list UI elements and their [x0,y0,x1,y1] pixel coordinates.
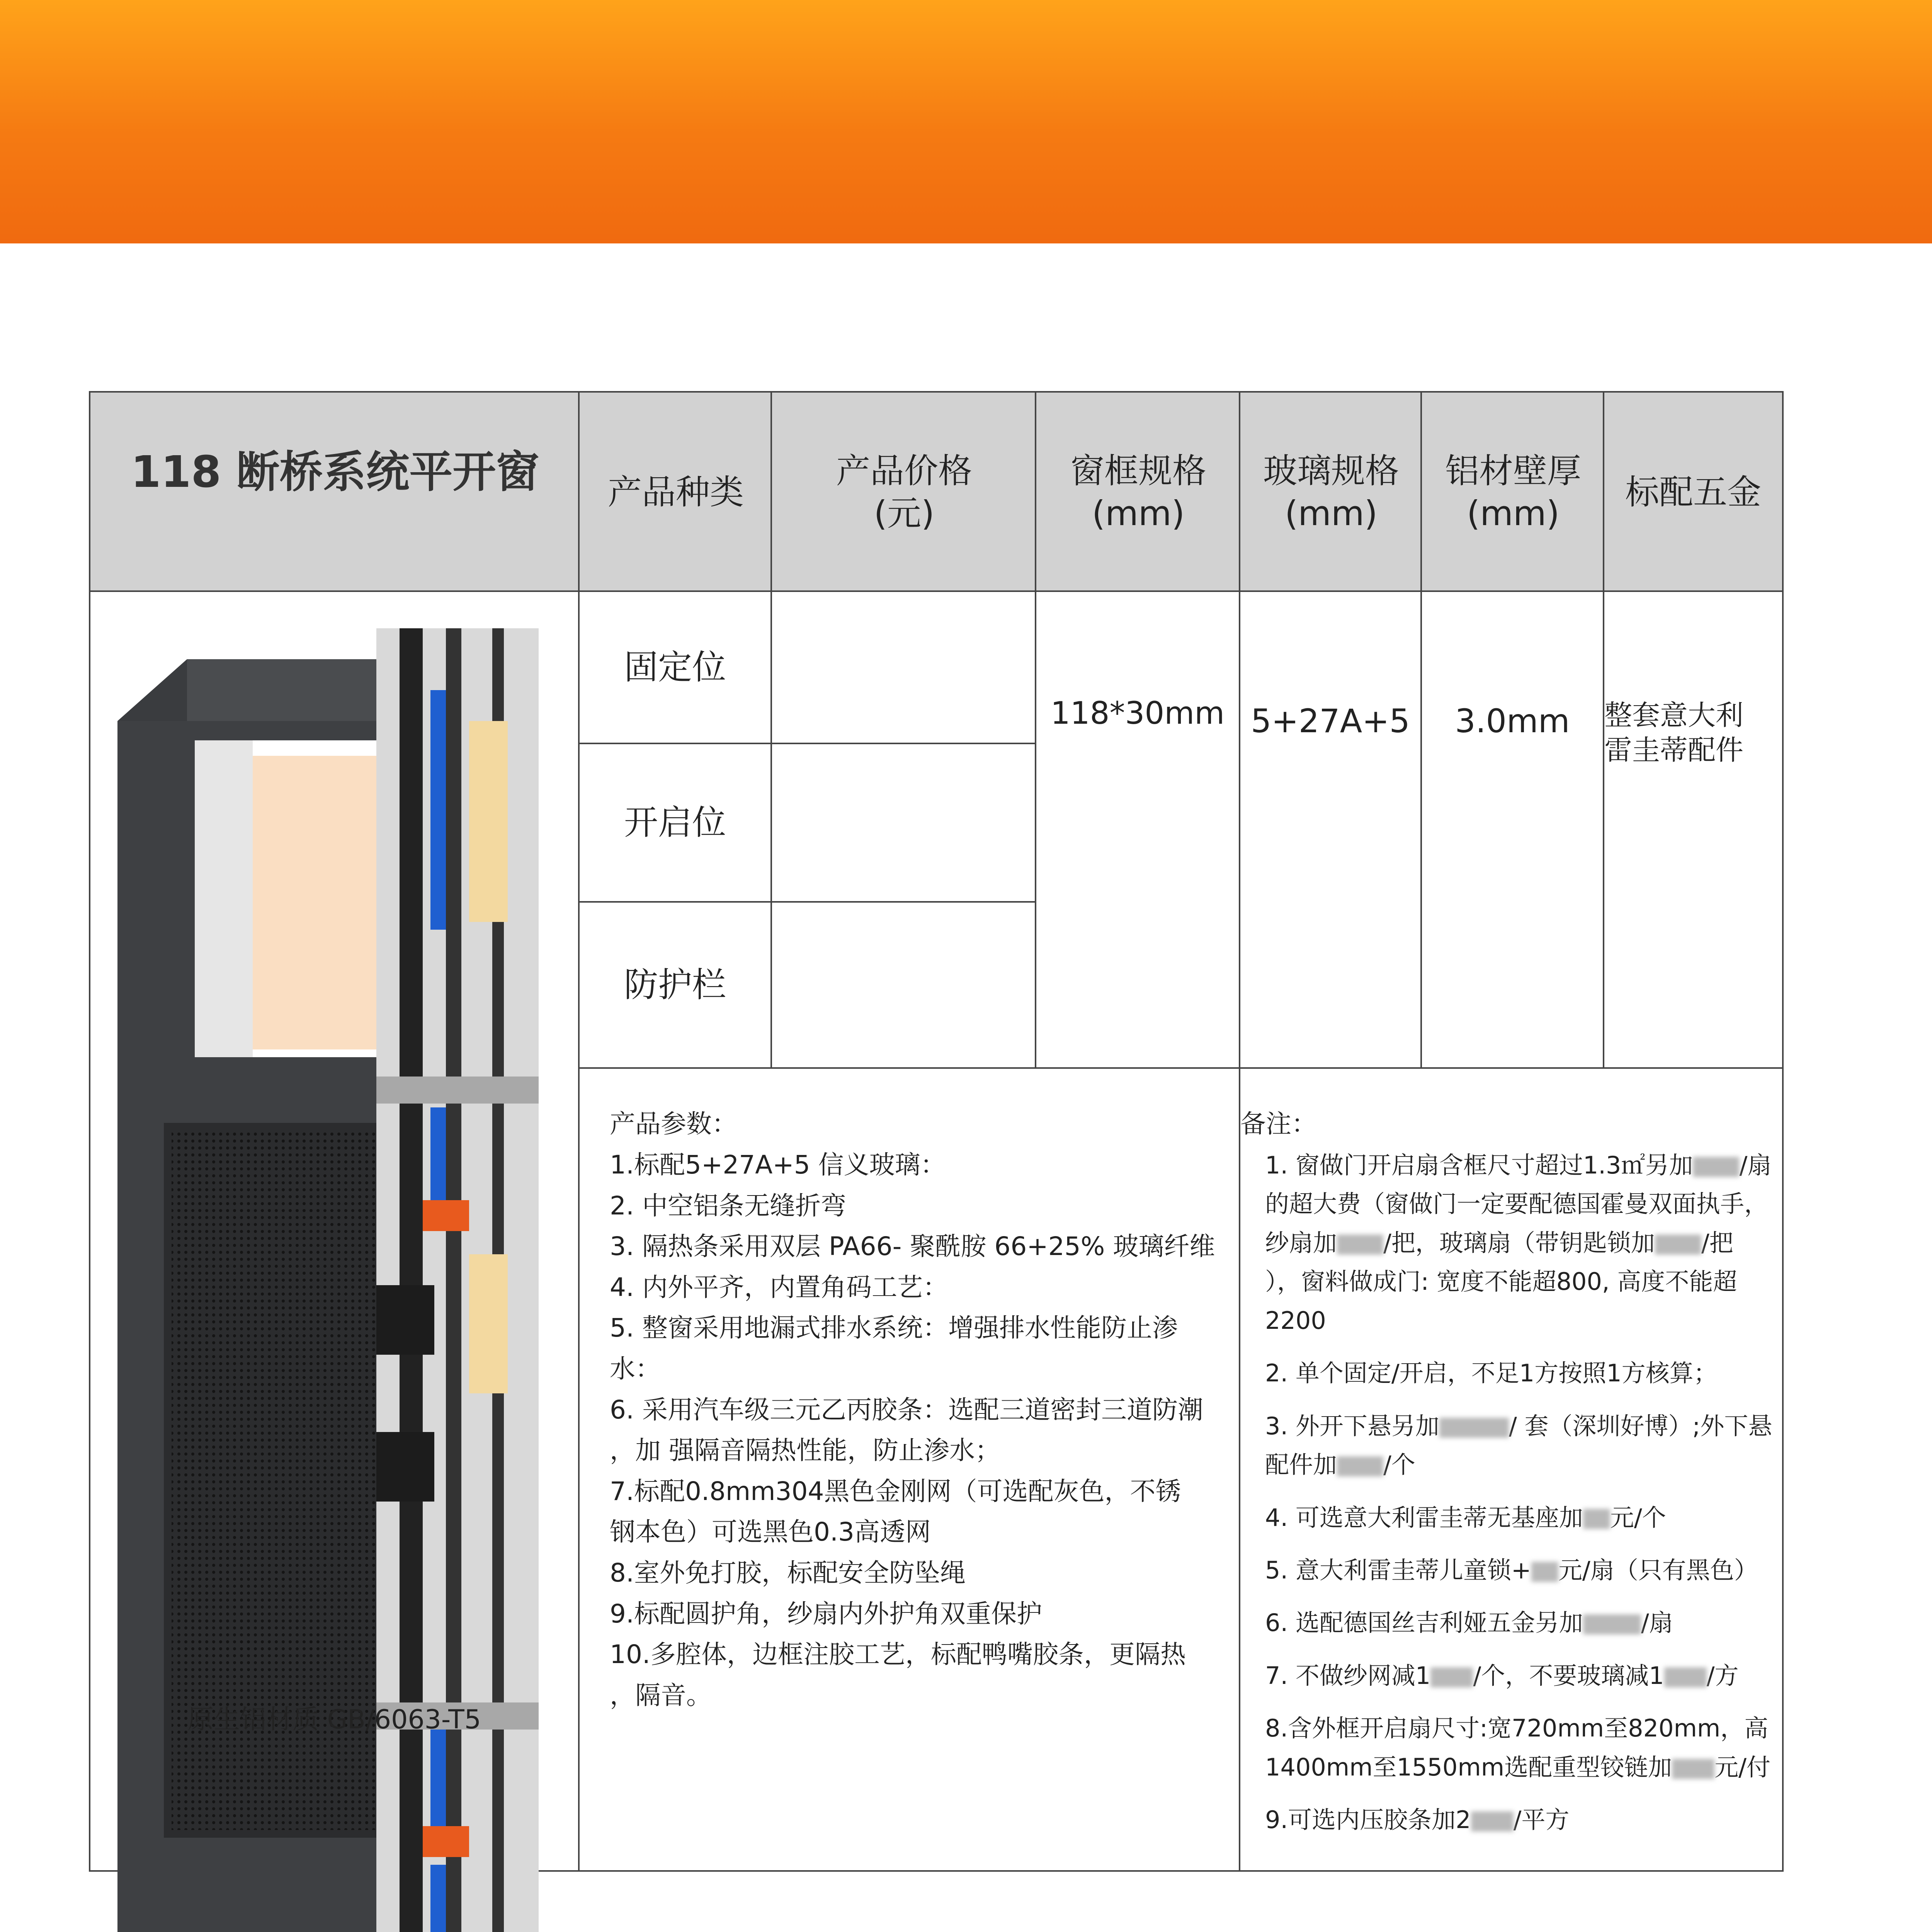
params-title: 产品参数： [610,1109,737,1139]
redacted-price [1672,1759,1714,1779]
hardware-value: 整套意大利 雷圭蒂配件 [1604,699,1744,766]
row-fixed: 固定位 [624,647,726,687]
header-product-price: 产品价格 (元) [836,451,972,533]
note-item: 8.含外框开启扇尺寸:宽720mm至820mm，高 [1265,1714,1769,1743]
header-hardware: 标配五金 [1625,472,1761,512]
note-item: 9.可选内压胶条加2 /平方 [1265,1806,1570,1834]
redacted-price [1471,1811,1514,1832]
redacted-price [1337,1235,1383,1255]
param-item: ，加 强隔音隔热性能，防止渗水； [610,1435,1000,1466]
redacted-price [1664,1667,1707,1687]
product-spec-table [89,391,1784,1872]
redacted-price [1583,1509,1610,1529]
param-item: 7.标配0.8mm304黑色金刚网（可选配灰色，不锈 [610,1476,1181,1506]
note-item: 6. 选配德国丝吉利娅五金另加 /扇 [1265,1609,1673,1637]
redacted-price [1655,1235,1701,1255]
param-item: 1.标配5+27A+5 信义玻璃： [610,1150,946,1180]
header-wall-thickness: 铝材壁厚 (mm) [1445,451,1581,533]
param-item: ，隔音。 [610,1680,712,1710]
note-item: 4. 可选意大利雷圭蒂无基座加 元/个 [1265,1503,1666,1532]
param-item: 10.多腔体，边框注胶工艺，标配鸭嘴胶条，更隔热 [610,1639,1186,1670]
redacted-price [1430,1667,1473,1687]
glass-spec-value: 5+27A+5 [1250,702,1410,740]
header-glass-spec: 玻璃规格 (mm) [1263,451,1399,533]
redacted-price [1337,1456,1383,1476]
param-item: 钢本色）可选黑色0.3高透网 [610,1517,931,1547]
param-item: 5. 整窗采用地漏式排水系统：增强排水性能防止渗水： [610,1313,1178,1384]
note-item: 7. 不做纱网减1 /个，不要玻璃减1 /方 [1265,1661,1739,1690]
note-item: 1400mm至1550mm选配重型铰链加 元/付 [1265,1753,1771,1781]
note-item: ），窗料做成门: 宽度不能超800, 高度不能超 [1265,1267,1737,1296]
top-banner [0,0,1932,243]
params-list [610,1145,1224,1716]
param-item: 8.室外免打胶，标配安全防坠绳 [610,1558,966,1588]
notes-title: 备注： [1240,1109,1317,1139]
redacted-price [1531,1562,1558,1582]
note-item: 的超大费（窗做门一定要配德国霍曼双面执手， [1265,1190,1769,1218]
header-product-type: 产品种类 [607,472,744,512]
param-item: 6. 采用汽车级三元乙丙胶条：选配三道密封三道防潮 [610,1395,1203,1425]
note-item: 5. 意大利雷圭蒂儿童锁+ 元/扇（只有黑色） [1265,1556,1758,1584]
divider [578,1067,1782,1069]
material-caption: 原生铝材质 GB/6063-T5 [187,1704,481,1735]
param-item: 3. 隔热条采用双层 PA66- 聚酰胺 66+25% 玻璃纤维 [610,1231,1215,1262]
note-item: 配件加 /个 [1265,1451,1415,1479]
note-item: 纱扇加 /把，玻璃扇（带钥匙锁加 /把 [1265,1228,1733,1257]
note-item: 2200 [1265,1306,1326,1335]
redacted-price [1693,1157,1739,1177]
note-item: 3. 外开下悬另加 / 套（深圳好博）;外下悬 [1265,1412,1772,1440]
redacted-price [1583,1614,1641,1634]
param-item: 9.标配圆护角，纱扇内外护角双重保护 [610,1599,1042,1629]
product-title: 118 断桥系统平开窗 [131,447,539,497]
divider [770,393,772,1069]
frame-spec-value: 118*30mm [1050,695,1225,731]
note-item: 1. 窗做门开启扇含框尺寸超过1.3㎡另加 /扇 [1265,1151,1772,1179]
redacted-price [1439,1418,1509,1438]
row-guard: 防护栏 [624,965,726,1005]
param-item: 4. 内外平齐，内置角码工艺： [610,1272,948,1302]
header-frame-spec: 窗框规格 (mm) [1070,451,1206,533]
wall-thickness-value: 3.0mm [1455,702,1570,740]
note-item: 2. 单个固定/开启，不足1方按照1方核算； [1265,1359,1718,1388]
row-opening: 开启位 [624,803,726,842]
notes-list [1265,1146,1779,1840]
param-item: 2. 中空铝条无缝折弯 [610,1190,846,1221]
